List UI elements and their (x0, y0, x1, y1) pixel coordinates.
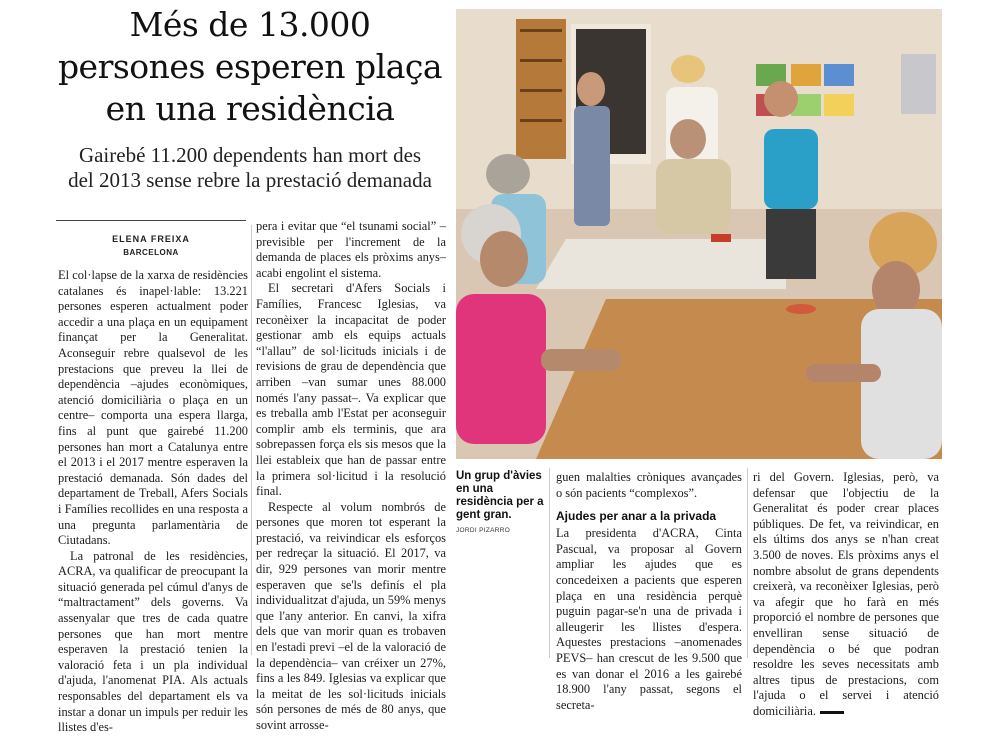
headline-line-3: en una residència (105, 89, 395, 128)
article-subheadline (45, 143, 455, 193)
author-byline: ELENA FREIXA (112, 234, 190, 244)
paragraph: La patronal de les residències, ACRA, va qualificar de preocupant la situació generada pel cúmul d'anys de “maltractament” dels governs. Va assenyalar que tres de cada quatre persones que han mort mentre esperaven la prestació tenien la valoració feta i un pla individual d'ajuda, l'anomenat PIA. Als actuals responsables del departament els va instar a donar un impuls per reduir les llistes d'es- (58, 548, 248, 735)
column-divider (549, 468, 550, 658)
paragraph: El secretari d'Afers Socials i Famílies, Francesc Iglesias, va reconèixer la incapacitat de poder gestionar amb els equips actuals “l'allau” de sol·licituds inicials i de revisions de grau de dependència que arriben –van sumar unes 88.000 només l'any passat–. Va explicar que es treballa amb l'Estat per aconseguir complir amb els terminis, que ara sobrepassen força els sis mesos que la llei estableix que han de passar entre la primera sol·licitud i la resolució final. (256, 281, 446, 499)
headline-line-1: Més de 13.000 (129, 5, 371, 44)
article-headline (45, 4, 455, 130)
body-column-3 (556, 470, 742, 713)
body-column-2 (256, 219, 446, 734)
article-end-mark (820, 711, 844, 714)
paragraph-text: ri del Govern. Iglesias, però, va defensar que l'objectiu de la Generalitat és poder crear places públiques. De fet, va reivindicar, en els últims dos anys se n'han creat 3.500 de noves. Els pròxims anys el nombre absolut de grans dependents creixerà, va reconèixer Iglesias, però va afegir que ho farà en més proporció el nombre de persones que envelliran sense situació de dependència o bé que podran resoldre les seves necessitats amb altres tipus de prestacions, com l'ajuda o el servei i atenció domiciliària. (753, 470, 939, 718)
subheadline-line-2: del 2013 sense rebre la prestació demanada (68, 168, 432, 192)
byline-divider (56, 220, 246, 221)
paragraph: El col·lapse de la xarxa de residències catalanes és inapel·lable: 13.221 persones esperen actualment poder accedir a una plaça en un equipament finançat per la Generalitat. Aconseguir rebre qualsevol de les prestacions que preveu la llei de dependència –ajudes econòmiques, atenció domiciliària o plaça en un centre– comporta una espera llarga, fins al punt que gairebé 11.200 persones han mort a Catalunya entre el 2013 i el 2017 mentre esperaven la prestació demanada. Són dades del departament de Treball, Afers Socials i Famílies recollides en una resposta a una pregunta parlamentària de Ciutadans. (58, 268, 248, 548)
paragraph: guen malalties cròniques avançades o són pacients “complexos”. (556, 470, 742, 500)
photo-residence-illustration (456, 9, 942, 459)
article-photo (456, 9, 942, 459)
paragraph (753, 470, 939, 720)
column-divider (747, 468, 748, 658)
paragraph: pera i evitar que “el tsunami social” –previsible per l'increment de la demanda de places els pròxims anys– acabi engolint el sistema. (256, 219, 446, 280)
paragraph: Respecte al volum nombrós de persones que moren tot esperant la prestació, va reivindicar els esforços per redreçar la situació. El 2017, va dir, 929 persones van morir mentre esperaven que se'ls definís el pla individualitzat d'ajuda, un 59% menys que l'any anterior. En canvi, la xifra dels que van morir quan es trobaven en l'estadi previ –el de la valoració de la dependència– van créixer un 27%, fins a les 849. Iglesias va explicar que la meitat de les sol·licituds inicials són persones de més de 80 anys, que sovint arrosse- (256, 499, 446, 732)
column-divider (251, 225, 252, 655)
headline-line-2: persones esperen plaça (57, 47, 443, 86)
photo-caption: Un grup d'àvies en una residència per a gent gran. (456, 470, 544, 521)
subheadline-line-1: Gairebé 11.200 dependents han mort des (78, 143, 422, 167)
dateline-location: BARCELONA (123, 248, 179, 257)
photo-credit: JORDI PIZARRO (456, 527, 511, 534)
body-column-4 (753, 470, 939, 720)
section-subheading: Ajudes per anar a la privada (556, 509, 717, 524)
paragraph: La presidenta d'ACRA, Cinta Pascual, va proposar al Govern ampliar les ajudes que es concedeixen a pacients que esperen plaça en una residència perquè puguin pagar-se'n una de privada i alleugerir les llistes d'espera. Aquestes prestacions –anomenades PEVS– han crescut de les 9.500 que es van donar el 2016 a les gairebé 18.900 l'any passat, segons el secreta- (556, 526, 742, 712)
body-column-1 (58, 268, 248, 736)
